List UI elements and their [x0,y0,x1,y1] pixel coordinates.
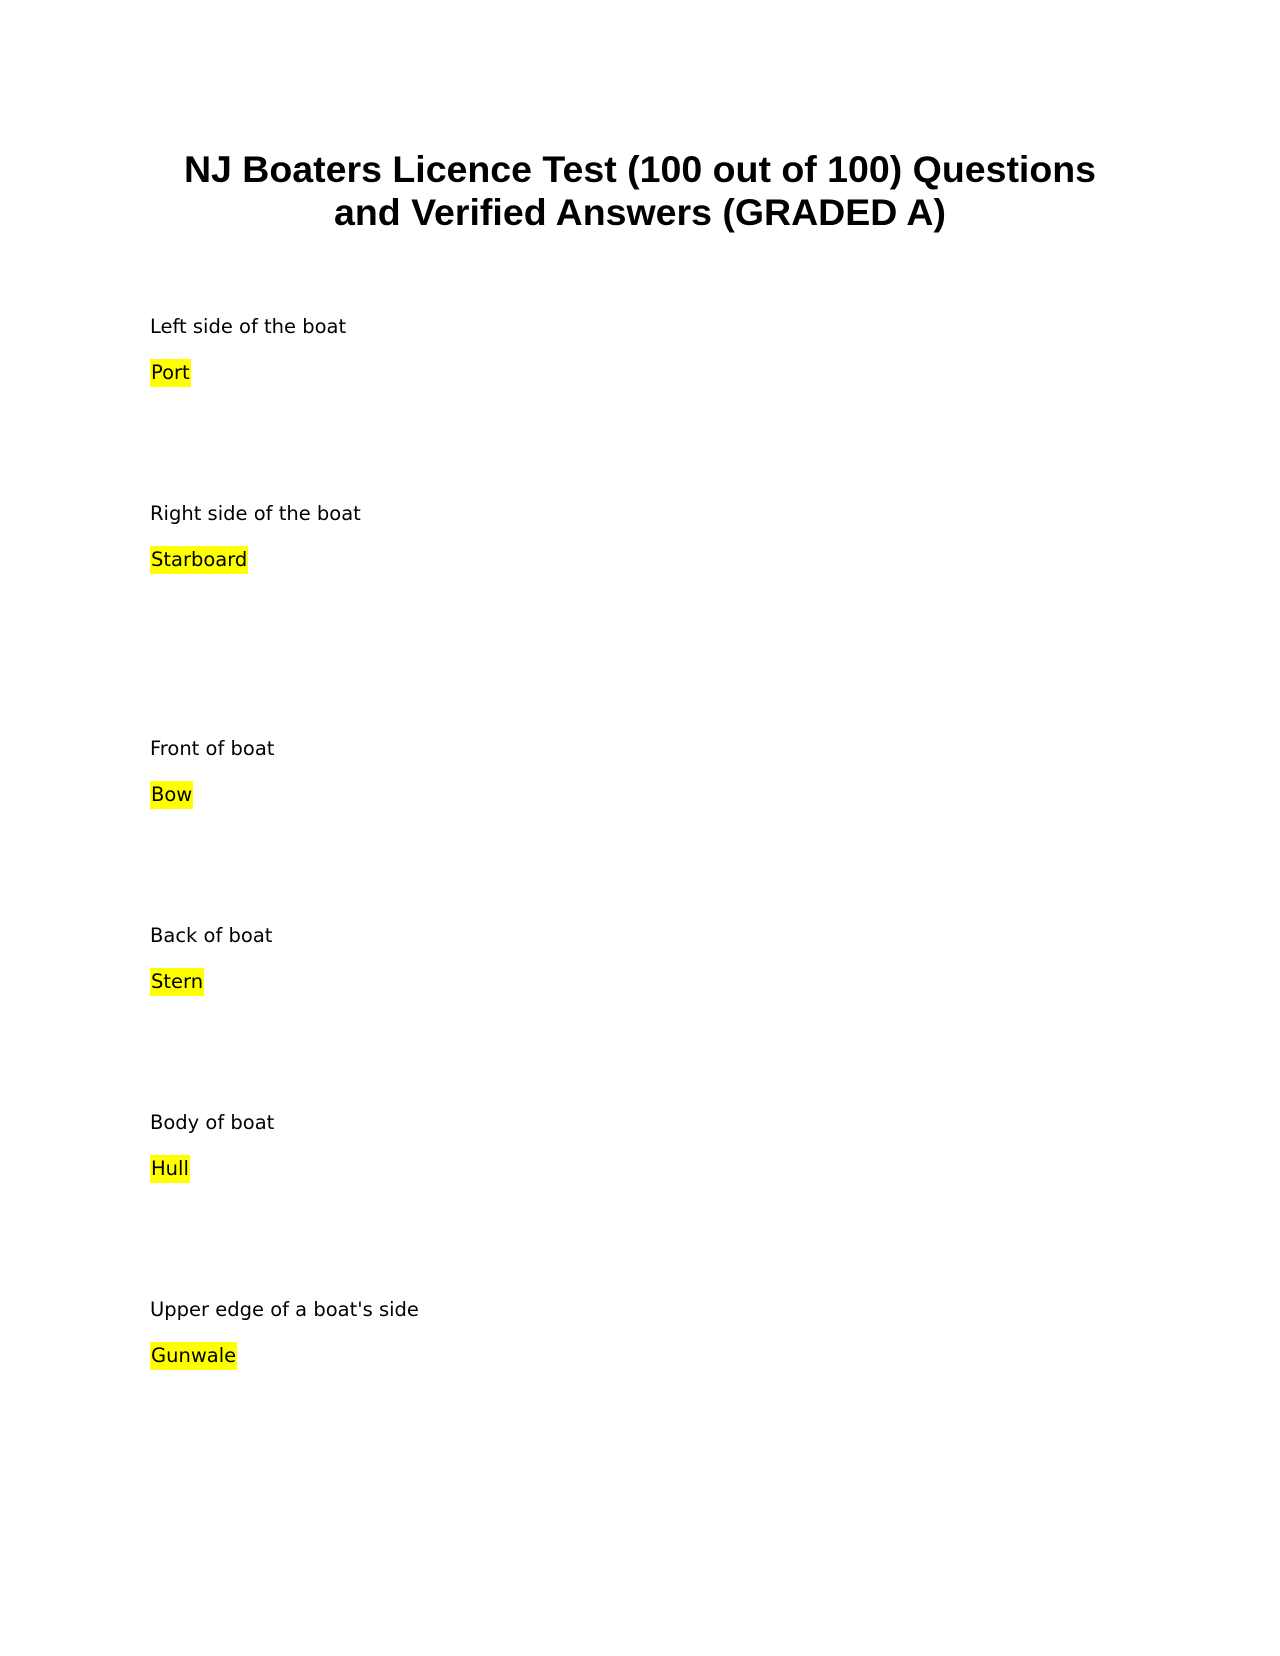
title-line-1: NJ Boaters Licence Test (100 out of 100) Questions [183,148,1097,190]
question-text: Body of boat [150,1111,275,1134]
document-title [150,148,1130,234]
qa-item [150,313,850,387]
question-text: Front of boat [150,737,275,760]
qa-item [150,500,850,574]
highlighted-answer: Port [150,359,191,387]
highlighted-answer: Hull [150,1155,190,1183]
question-text: Left side of the boat [150,315,347,338]
question-text: Back of boat [150,924,273,947]
highlighted-answer: Starboard [150,546,248,574]
qa-item [150,1296,850,1370]
highlighted-answer: Bow [150,781,193,809]
question-text: Right side of the boat [150,502,361,525]
question-text: Upper edge of a boat's side [150,1298,419,1321]
highlighted-answer: Stern [150,968,204,996]
title-line-2: and Verified Answers (GRADED A) [334,191,946,233]
highlighted-answer: Gunwale [150,1342,237,1370]
qa-item [150,922,850,996]
qa-item [150,1109,850,1183]
qa-item [150,735,850,809]
